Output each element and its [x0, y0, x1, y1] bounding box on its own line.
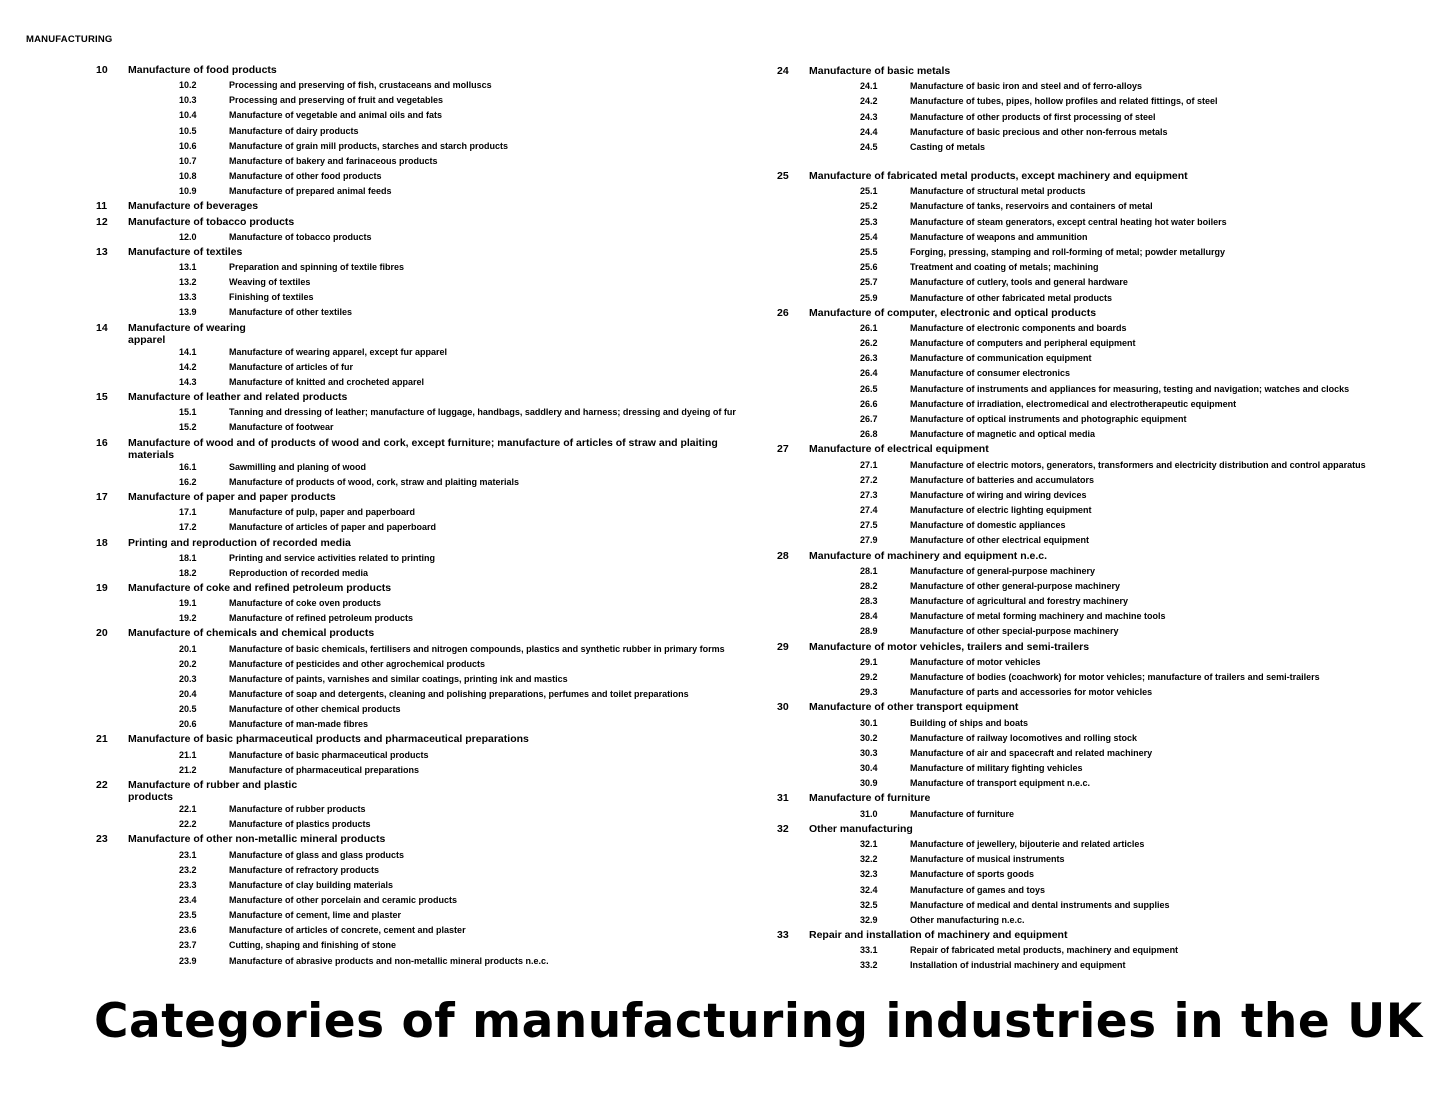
- division-code: 28: [777, 549, 789, 562]
- division-title: Manufacture of other transport equipment: [809, 701, 1019, 714]
- group-code: 20.1: [179, 643, 197, 654]
- group-code: 18.2: [179, 567, 197, 578]
- division-title: Manufacture of chemicals and chemical products: [128, 627, 375, 640]
- group-code: 14.2: [179, 361, 197, 372]
- group-title: Manufacture of articles of fur: [229, 361, 354, 372]
- group-title: Manufacture of irradiation, electromedical and electrotherapeutic equipment: [910, 398, 1237, 409]
- group-code: 10.3: [179, 95, 197, 106]
- group-code: 27.4: [860, 505, 878, 516]
- group-code: 33.2: [860, 960, 878, 971]
- division-code: 31: [777, 792, 789, 805]
- group-code: 23.1: [179, 849, 197, 860]
- group-title: Manufacture of basic pharmaceutical products: [229, 749, 429, 760]
- division-title: Printing and reproduction of recorded media: [128, 536, 351, 549]
- division-title: Manufacture of machinery and equipment n.e.c.: [809, 549, 1048, 562]
- group-code: 25.9: [860, 292, 878, 303]
- group-code: 20.4: [179, 689, 197, 699]
- group-title: Manufacture of metal forming machinery and machine tools: [910, 611, 1166, 622]
- group-title: Manufacture of structural metal products: [910, 186, 1086, 197]
- group-code: 14.1: [179, 346, 197, 357]
- group-code: 32.5: [860, 899, 878, 910]
- group-title: Forging, pressing, stamping and roll-forming of metal; powder metallurgy: [910, 246, 1226, 257]
- group-title: Manufacture of batteries and accumulators: [910, 474, 1095, 485]
- division-title: Manufacture of fabricated metal products, except machinery and equipment: [809, 170, 1188, 183]
- group-title: Manufacture of soap and detergents, cleaning and polishing preparations, perfumes and toilet preparations: [229, 689, 689, 699]
- division-title: Manufacture of computer, electronic and optical products: [809, 306, 1097, 319]
- division-title: Manufacture of rubber and plastic: [128, 778, 298, 791]
- group-code: 30.3: [860, 747, 878, 758]
- group-title: Manufacture of other general-purpose machinery: [910, 580, 1121, 591]
- group-title: Manufacture of other products of first processing of steel: [910, 111, 1156, 122]
- group-title: Manufacture of electronic components and boards: [910, 322, 1127, 333]
- group-title: Manufacture of steam generators, except central heating hot water boilers: [910, 216, 1227, 227]
- group-title: Manufacture of tobacco products: [229, 231, 372, 242]
- group-code: 29.3: [860, 687, 878, 698]
- group-title: Manufacture of musical instruments: [910, 854, 1065, 865]
- caption-title: Categories of manufacturing industries in the UK: [94, 994, 1423, 1049]
- group-title: Sawmilling and planing of wood: [229, 461, 366, 472]
- group-code: 27.5: [860, 520, 878, 531]
- division-title: Manufacture of paper and paper products: [128, 491, 336, 504]
- division-title-continued: products: [128, 791, 173, 804]
- division-code: 16: [96, 436, 108, 449]
- group-title: Manufacture of dairy products: [229, 125, 359, 136]
- group-title: Manufacture of coke oven products: [229, 598, 382, 609]
- group-title: Manufacture of sports goods: [910, 869, 1035, 880]
- group-title: Weaving of textiles: [229, 277, 311, 288]
- group-title: Manufacture of other electrical equipment: [910, 535, 1090, 546]
- division-code: 30: [777, 701, 789, 714]
- group-title: Processing and preserving of fruit and vegetables: [229, 95, 444, 106]
- group-code: 32.4: [860, 884, 878, 895]
- group-title: Manufacture of military fighting vehicles: [910, 763, 1083, 774]
- group-code: 27.3: [860, 489, 878, 500]
- group-code: 10.2: [179, 80, 197, 91]
- group-title: Manufacture of electric motors, generators, transformers and electricity distribution and control apparatus: [910, 459, 1366, 470]
- division-title-continued: apparel: [128, 333, 166, 346]
- division-code: 10: [96, 64, 108, 76]
- group-title: Manufacture of other food products: [229, 171, 382, 182]
- group-code: 10.6: [179, 140, 197, 151]
- division-title: Manufacture of motor vehicles, trailers and semi-trailers: [809, 640, 1090, 653]
- group-title: Manufacture of pulp, paper and paperboard: [229, 507, 416, 518]
- group-code: 28.4: [860, 611, 878, 622]
- group-code: 22.2: [179, 819, 197, 830]
- group-title: Manufacture of grain mill products, starches and starch products: [229, 140, 509, 151]
- group-title: Manufacture of wearing apparel, except fur apparel: [229, 346, 448, 357]
- group-code: 27.1: [860, 459, 878, 470]
- group-title: Repair of fabricated metal products, machinery and equipment: [910, 945, 1179, 956]
- division-code: 15: [96, 391, 108, 404]
- division-code: 33: [777, 929, 789, 942]
- group-title: Manufacture of pesticides and other agrochemical products: [229, 658, 486, 669]
- group-code: 12.0: [179, 231, 197, 242]
- group-title: Manufacture of plastics products: [229, 819, 371, 830]
- group-title: Manufacture of basic chemicals, fertilisers and nitrogen compounds, plastics and synthetic rubber in primary forms: [229, 643, 725, 654]
- group-title: Manufacture of communication equipment: [910, 353, 1092, 364]
- group-title: Manufacture of cement, lime and plaster: [229, 910, 402, 921]
- group-code: 29.1: [860, 656, 878, 667]
- group-code: 17.1: [179, 507, 197, 518]
- group-code: 23.6: [179, 925, 197, 936]
- division-title: Manufacture of tobacco products: [128, 215, 295, 228]
- group-title: Printing and service activities related to printing: [229, 552, 436, 563]
- group-code: 13.1: [179, 261, 197, 272]
- division-title: Repair and installation of machinery and equipment: [809, 929, 1068, 942]
- division-title: Manufacture of electrical equipment: [809, 443, 989, 456]
- division-code: 13: [96, 245, 108, 258]
- group-code: 26.2: [860, 338, 878, 349]
- group-title: Manufacture of glass and glass products: [229, 849, 405, 860]
- group-code: 17.2: [179, 522, 197, 533]
- group-code: 10.4: [179, 110, 197, 121]
- group-code: 24.4: [860, 126, 878, 137]
- group-title: Manufacture of vegetable and animal oils and fats: [229, 110, 443, 121]
- group-title: Reproduction of recorded media: [229, 567, 369, 578]
- division-title: Manufacture of other non-metallic mineral products: [128, 833, 386, 846]
- group-code: 33.1: [860, 945, 878, 956]
- group-code: 26.4: [860, 368, 878, 379]
- group-code: 28.9: [860, 626, 878, 637]
- group-title: Manufacture of footwear: [229, 422, 334, 433]
- group-title: Manufacture of general-purpose machinery: [910, 565, 1096, 576]
- division-title: Manufacture of leather and related products: [128, 391, 348, 404]
- group-code: 26.1: [860, 322, 878, 333]
- group-code: 23.4: [179, 894, 197, 905]
- division-code: 17: [96, 491, 108, 504]
- group-title: Manufacture of agricultural and forestry machinery: [910, 596, 1129, 607]
- group-title: Manufacture of clay building materials: [229, 879, 394, 890]
- group-code: 32.3: [860, 869, 878, 880]
- division-title: Manufacture of wearing: [128, 321, 246, 334]
- division-code: 18: [96, 536, 108, 549]
- division-code: 21: [96, 733, 108, 746]
- group-title: Manufacture of air and spacecraft and related machinery: [910, 747, 1153, 758]
- group-title: Manufacture of jewellery, bijouterie and related articles: [910, 839, 1145, 849]
- group-code: 27.9: [860, 535, 878, 546]
- section-header: MANUFACTURING: [26, 34, 113, 45]
- group-title: Finishing of textiles: [229, 292, 314, 303]
- division-title: Manufacture of textiles: [128, 245, 243, 258]
- group-title: Manufacture of prepared animal feeds: [229, 186, 392, 197]
- group-code: 28.2: [860, 580, 878, 591]
- group-title: Manufacture of products of wood, cork, straw and plaiting materials: [229, 476, 520, 487]
- group-title: Manufacture of tubes, pipes, hollow profiles and related fittings, of steel: [910, 96, 1218, 107]
- group-title: Manufacture of bodies (coachwork) for motor vehicles; manufacture of trailers and semi-trailers: [910, 672, 1320, 683]
- division-title-continued: materials: [128, 448, 175, 461]
- group-code: 19.1: [179, 598, 197, 609]
- division-code: 20: [96, 627, 108, 640]
- division-title: Manufacture of coke and refined petroleum products: [128, 581, 392, 594]
- group-code: 16.1: [179, 461, 197, 472]
- group-code: 25.3: [860, 216, 878, 227]
- division-code: 24: [777, 65, 789, 77]
- division-title: Manufacture of basic pharmaceutical products and pharmaceutical preparations: [128, 733, 529, 746]
- group-title: Manufacture of optical instruments and photographic equipment: [910, 413, 1187, 424]
- group-code: 25.4: [860, 231, 878, 242]
- division-code: 23: [96, 833, 108, 846]
- group-title: Manufacture of articles of concrete, cement and plaster: [229, 925, 466, 936]
- group-title: Treatment and coating of metals; machining: [910, 262, 1099, 273]
- division-code: 26: [777, 306, 789, 319]
- group-title: Manufacture of games and toys: [910, 884, 1046, 895]
- division-code: 22: [96, 778, 108, 791]
- group-title: Other manufacturing n.e.c.: [910, 914, 1025, 925]
- group-code: 23.5: [179, 910, 197, 921]
- group-code: 25.1: [860, 186, 878, 197]
- division-code: 14: [96, 321, 108, 334]
- group-title: Manufacture of instruments and appliances for measuring, testing and navigation; watches and clocks: [910, 383, 1350, 394]
- group-title: Manufacture of other porcelain and ceramic products: [229, 894, 458, 905]
- group-code: 15.2: [179, 422, 197, 433]
- group-code: 28.1: [860, 565, 878, 576]
- group-title: Manufacture of furniture: [910, 808, 1015, 819]
- group-title: Manufacture of transport equipment n.e.c.: [910, 778, 1091, 789]
- group-title: Manufacture of electric lighting equipment: [910, 505, 1092, 516]
- group-code: 30.1: [860, 717, 878, 728]
- group-title: Manufacture of cutlery, tools and general hardware: [910, 277, 1128, 288]
- group-code: 19.2: [179, 613, 197, 624]
- group-code: 28.3: [860, 596, 878, 607]
- group-code: 21.1: [179, 749, 197, 760]
- group-code: 26.8: [860, 429, 878, 440]
- division-code: 25: [777, 170, 789, 183]
- group-title: Manufacture of paints, varnishes and similar coatings, printing ink and mastics: [229, 673, 568, 684]
- group-title: Manufacture of rubber products: [229, 804, 366, 815]
- group-title: Installation of industrial machinery and equipment: [910, 960, 1126, 971]
- group-code: 23.2: [179, 864, 197, 875]
- group-title: Cutting, shaping and finishing of stone: [229, 940, 396, 951]
- group-title: Manufacture of consumer electronics: [910, 368, 1071, 379]
- group-code: 25.6: [860, 262, 878, 273]
- group-title: Manufacture of medical and dental instruments and supplies: [910, 899, 1170, 910]
- group-code: 25.5: [860, 246, 878, 257]
- group-title: Tanning and dressing of leather; manufacture of luggage, handbags, saddlery and harness; dressing and dyeing of fur: [229, 407, 736, 418]
- division-title: Manufacture of furniture: [809, 792, 931, 805]
- group-code: 14.3: [179, 377, 197, 387]
- group-code: 32.9: [860, 914, 878, 925]
- group-code: 22.1: [179, 804, 197, 815]
- group-code: 29.2: [860, 672, 878, 683]
- group-title: Manufacture of tanks, reservoirs and containers of metal: [910, 201, 1153, 212]
- group-code: 23.3: [179, 879, 197, 890]
- group-title: Manufacture of wiring and wiring devices: [910, 489, 1087, 500]
- division-title: Manufacture of basic metals: [809, 65, 951, 77]
- group-code: 26.6: [860, 398, 878, 409]
- group-code: 25.2: [860, 201, 878, 212]
- group-title: Manufacture of refractory products: [229, 864, 380, 875]
- group-title: Manufacture of other chemical products: [229, 704, 401, 715]
- group-title: Preparation and spinning of textile fibres: [229, 261, 405, 272]
- group-title: Manufacture of parts and accessories for motor vehicles: [910, 687, 1153, 698]
- group-code: 27.2: [860, 474, 878, 485]
- group-code: 16.2: [179, 476, 197, 487]
- division-code: 12: [96, 215, 108, 228]
- group-title: Manufacture of railway locomotives and rolling stock: [910, 732, 1138, 743]
- group-title: Manufacture of other special-purpose machinery: [910, 626, 1119, 637]
- group-code: 20.2: [179, 658, 197, 669]
- group-code: 30.4: [860, 763, 878, 774]
- group-title: Casting of metals: [910, 141, 986, 152]
- group-title: Manufacture of basic iron and steel and of ferro-alloys: [910, 81, 1143, 92]
- group-title: Manufacture of domestic appliances: [910, 520, 1066, 531]
- group-title: Manufacture of abrasive products and non-metallic mineral products n.e.c.: [229, 955, 549, 966]
- group-code: 10.7: [179, 155, 197, 166]
- group-title: Manufacture of other textiles: [229, 307, 353, 318]
- group-title: Manufacture of refined petroleum products: [229, 613, 414, 624]
- group-code: 15.1: [179, 407, 197, 418]
- division-code: 11: [96, 200, 108, 213]
- group-code: 30.9: [860, 778, 878, 789]
- group-title: Manufacture of articles of paper and paperboard: [229, 522, 437, 533]
- group-code: 20.6: [179, 719, 197, 730]
- group-code: 32.2: [860, 854, 878, 865]
- group-title: Manufacture of knitted and crocheted apparel: [229, 377, 425, 387]
- group-code: 13.9: [179, 307, 197, 318]
- division-code: 27: [777, 443, 789, 456]
- group-code: 25.7: [860, 277, 878, 288]
- group-code: 24.5: [860, 141, 878, 152]
- group-code: 32.1: [860, 839, 878, 849]
- group-code: 18.1: [179, 552, 197, 563]
- division-title: Other manufacturing: [809, 822, 913, 835]
- group-code: 24.3: [860, 111, 878, 122]
- group-title: Manufacture of magnetic and optical media: [910, 429, 1096, 440]
- group-code: 24.2: [860, 96, 878, 107]
- group-code: 26.3: [860, 353, 878, 364]
- group-code: 13.3: [179, 292, 197, 303]
- group-code: 10.5: [179, 125, 197, 136]
- group-code: 30.2: [860, 732, 878, 743]
- division-code: 29: [777, 640, 789, 653]
- group-title: Processing and preserving of fish, crustaceans and molluscs: [229, 80, 492, 91]
- group-title: Manufacture of basic precious and other non-ferrous metals: [910, 126, 1168, 137]
- group-code: 26.7: [860, 413, 878, 424]
- division-code: 32: [777, 822, 789, 835]
- group-code: 24.1: [860, 81, 878, 92]
- group-code: 31.0: [860, 808, 878, 819]
- group-code: 21.2: [179, 764, 197, 775]
- division-title: Manufacture of food products: [128, 64, 277, 76]
- group-title: Manufacture of pharmaceutical preparations: [229, 764, 420, 775]
- group-title: Manufacture of bakery and farinaceous products: [229, 155, 438, 166]
- group-code: 26.5: [860, 383, 878, 394]
- group-code: 13.2: [179, 277, 197, 288]
- group-title: Manufacture of weapons and ammunition: [910, 231, 1088, 242]
- group-title: Manufacture of other fabricated metal products: [910, 292, 1113, 303]
- group-code: 20.3: [179, 673, 197, 684]
- group-code: 23.7: [179, 940, 197, 951]
- group-code: 23.9: [179, 955, 197, 966]
- group-title: Building of ships and boats: [910, 717, 1028, 728]
- group-code: 20.5: [179, 704, 197, 715]
- group-title: Manufacture of computers and peripheral equipment: [910, 338, 1136, 349]
- group-code: 10.8: [179, 171, 197, 182]
- division-title: Manufacture of wood and of products of wood and cork, except furniture; manufacture of articles of straw and plaiting: [128, 436, 718, 449]
- group-code: 10.9: [179, 186, 197, 197]
- division-title: Manufacture of beverages: [128, 200, 259, 213]
- group-title: Manufacture of man-made fibres: [229, 719, 369, 730]
- group-title: Manufacture of motor vehicles: [910, 656, 1041, 667]
- division-code: 19: [96, 581, 108, 594]
